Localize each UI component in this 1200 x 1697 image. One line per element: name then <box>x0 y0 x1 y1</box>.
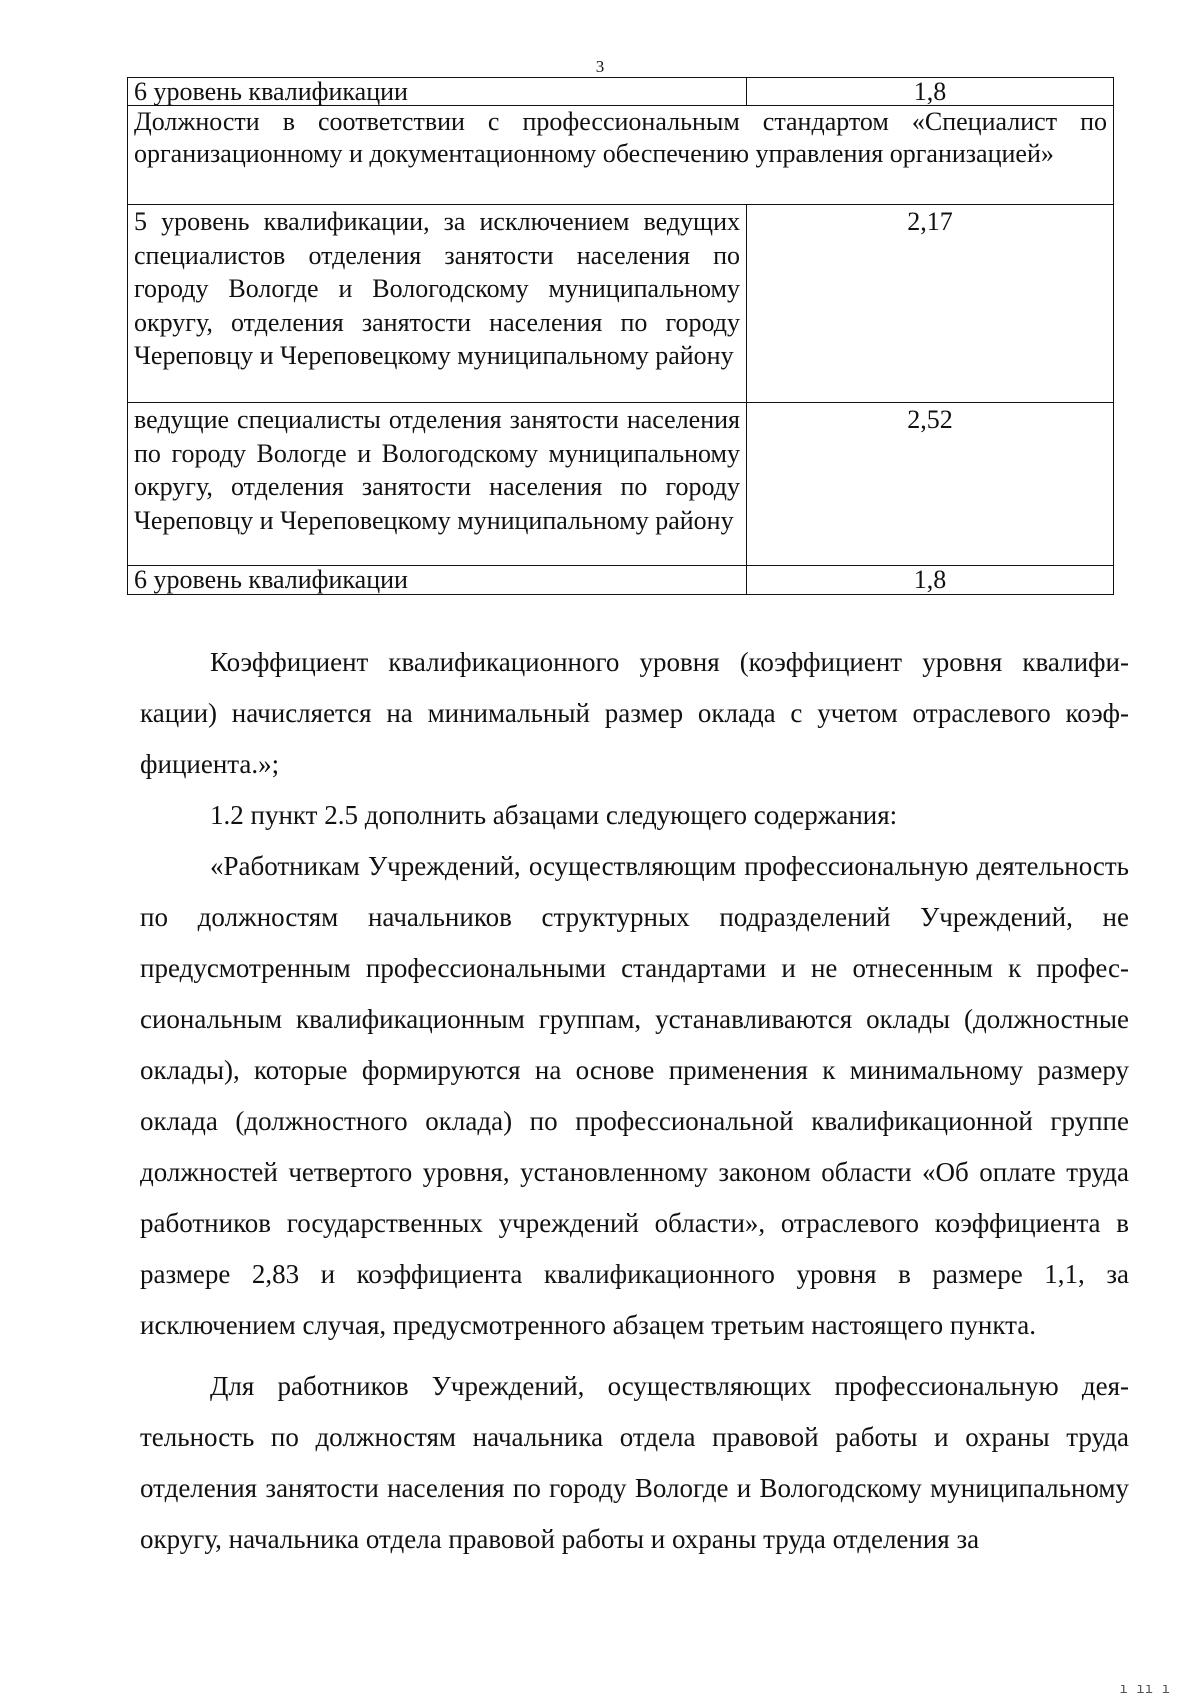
table-row <box>128 78 1114 106</box>
table-row <box>128 205 1114 403</box>
table-cell-label: 5 уровень квалификации, за исключением ведущих специалистов отделения занятости населения по городу Вологде и Вологодскому муниципальному округу, отделения занятости населения по городу Череповцу и Череповецкому муниципальному району <box>128 205 747 403</box>
paragraph-quoted-provision: «Работникам Учреждений, осуществляющим профессиональную деятельность по должностям начальников структурных подразделений Учреждений, не предусмотренным профессиональными стандартами и не отнесенным к профессиональным квалификационным группам, устанавливаются оклады (должностные оклады), которые формируются на основе применения к минимальному размеру оклада (должностного оклада) по профессиональной квалификационной группе должностей четвертого уровня, установленному законом области «Об оплате труда работников государственных учреждений области», отраслевого коэффициента в размере 2,83 и коэффициента квалификационного уровня в размере 1,1, за исключением случая, предусмотренного абзацем третьим настоящего пункта. <box>140 851 1129 1340</box>
table-cell-label: 6 уровень квалификации <box>128 78 747 106</box>
qualification-coefficient-table <box>127 77 1114 595</box>
table-cell-value: 1,8 <box>747 566 1114 595</box>
paragraph-item-1-2: 1.2 пункт 2.5 дополнить абзацами следующего содержания: <box>210 800 898 830</box>
table-cell-value: 2,17 <box>747 205 1114 403</box>
document-body <box>140 637 1129 1565</box>
table-row <box>128 566 1114 595</box>
table-cell-label: 6 уровень квалификации <box>128 566 747 595</box>
table-cell-value: 2,52 <box>747 403 1114 566</box>
table-cell-label: ведущие специалисты отделения занятости населения по городу Вологде и Вологодскому муниципальному округу, отделения занятости населения по городу Череповцу и Череповецкому муниципальному району <box>128 403 747 566</box>
scan-edge-marks: ı ıı ı <box>1119 1681 1170 1697</box>
table-row <box>128 403 1114 566</box>
table-section-header: Должности в соответствии с профессиональным стандартом «Специалист по организационному и документационному обеспечению управления организацией» <box>128 106 1114 205</box>
paragraph-coefficient-note: Коэффициент квалификационного уровня (коэффициент уровня квалификации) начисляется на минимальный размер оклада с учетом отраслевого коэффициента.»; <box>140 647 1129 779</box>
table-cell-value: 1,8 <box>747 78 1114 106</box>
page-number: 3 <box>595 57 605 76</box>
table-row <box>128 106 1114 205</box>
paragraph-exception-provision: Для работников Учреждений, осуществляющих профессиональную деятельность по должностям начальника отдела правовой работы и охраны труда отделения занятости населения по городу Вологде и Вологодскому муниципальному округу, начальника отдела правовой работы и охраны труда отделения за <box>140 1371 1129 1554</box>
